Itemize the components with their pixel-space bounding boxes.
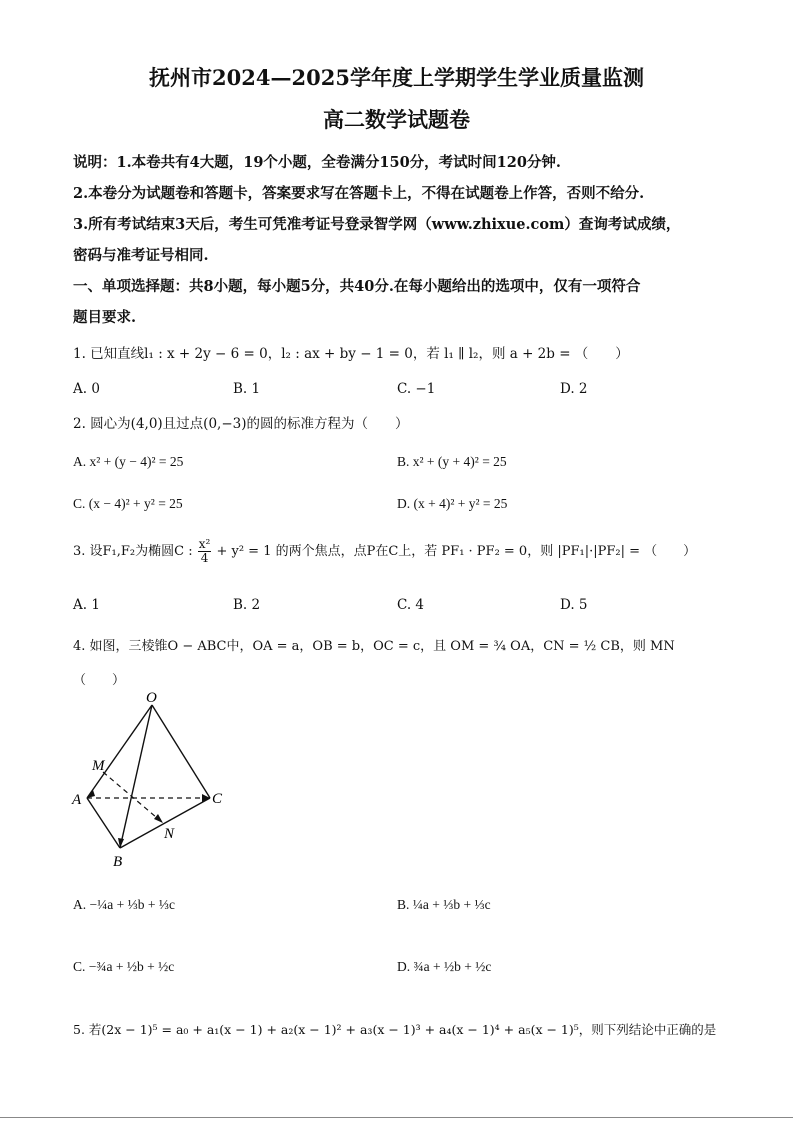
- question-5-stem: 5. 若(2x − 1)⁵ = a₀ + a₁(x − 1) + a₂(x − 1)² + a₃(x − 1)³ + a₄(x − 1)⁴ + a₅(x − 1)⁵，则下列结论中正确的是: [73, 1022, 717, 1037]
- exam-title: 抚州市2024—2025学年度上学期学生学业质量监测: [149, 65, 644, 90]
- instruction-line-1: 说明：1.本卷共有4大题，19个小题，全卷满分150分，考试时间120分钟.: [73, 154, 561, 171]
- q1-option-b: B. 1: [233, 381, 261, 397]
- page-bottom-rule: [0, 1117, 793, 1118]
- q1-option-c: C. −1: [397, 381, 436, 397]
- instruction-line-2: 2.本卷分为试题卷和答题卡，答案要求写在答题卡上，不得在试题卷上作答，否则不给分.: [73, 185, 645, 202]
- q1-option-a: A. 0: [73, 381, 100, 397]
- tetrahedron-figure: [60, 690, 240, 875]
- label-o: O: [146, 690, 157, 706]
- q3-option-a: A. 1: [73, 597, 100, 613]
- q4-option-d: D. ¾a + ½b + ½c: [397, 959, 492, 974]
- q3-option-b: B. 2: [233, 597, 261, 613]
- question-4-paren: （ ）: [73, 673, 126, 688]
- q1-option-d: D. 2: [560, 381, 588, 397]
- edge-ab: [87, 798, 120, 848]
- q2-option-d: D. (x + 4)² + y² = 25: [397, 496, 508, 511]
- q2-option-c: C. (x − 4)² + y² = 25: [73, 496, 183, 511]
- q3-fraction: [198, 538, 212, 565]
- label-b: B: [113, 854, 123, 870]
- q2-option-b: B. x² + (y + 4)² = 25: [397, 454, 507, 469]
- q4-option-c: C. −¾a + ½b + ½c: [73, 959, 175, 974]
- q3-frac-num: x²: [198, 537, 211, 551]
- q3-stem-pre: 3. 设F₁,F₂为椭圆C :: [73, 544, 193, 559]
- question-4-stem: 4. 如图，三棱锥O − ABC中，OA = a，OB = b，OC = c，且 OM = ¾ OA，CN = ½ CB，则 MN: [73, 639, 675, 654]
- q3-option-c: C. 4: [397, 597, 425, 613]
- arrow-n-head: [154, 814, 163, 823]
- label-m: M: [92, 758, 105, 774]
- section-heading: 一、单项选择题：共8小题，每小题5分，共40分.在每小题给出的选项中，仅有一项符合: [73, 278, 641, 295]
- edge-oc: [152, 705, 210, 798]
- q3-frac-den: 4: [200, 551, 209, 565]
- question-1-stem: 1. 已知直线l₁ : x + 2y − 6 = 0，l₂ : ax + by − 1 = 0，若 l₁ ∥ l₂，则 a + 2b = （ ）: [73, 346, 629, 362]
- q4-option-b: B. ¼a + ⅓b + ⅓c: [397, 897, 491, 912]
- label-a: A: [72, 792, 82, 808]
- edge-ob: [120, 705, 152, 848]
- exam-subtitle: 高二数学试题卷: [323, 107, 470, 132]
- q3-option-d: D. 5: [560, 597, 588, 613]
- q2-option-a: A. x² + (y − 4)² = 25: [73, 454, 184, 469]
- instruction-line-3: 3.所有考试结束3天后，考生可凭准考证号登录智学网（www.zhixue.com）查询考试成绩，: [73, 216, 681, 233]
- q3-stem-post: + y² = 1 的两个焦点，点P在C上，若 PF₁ · PF₂ = 0，则 |PF₁|·|PF₂| = （ ）: [216, 544, 697, 559]
- section-heading-cont: 题目要求.: [73, 309, 137, 326]
- label-c: C: [212, 791, 223, 807]
- q4-option-a: A. −¼a + ⅓b + ⅓c: [73, 897, 175, 912]
- question-2-stem: 2. 圆心为(4,0)且过点(0,−3)的圆的标准方程为（ ）: [73, 416, 409, 432]
- question-3-stem: [73, 538, 696, 565]
- label-n: N: [164, 826, 175, 842]
- instruction-line-4: 密码与准考证号相同.: [73, 247, 209, 264]
